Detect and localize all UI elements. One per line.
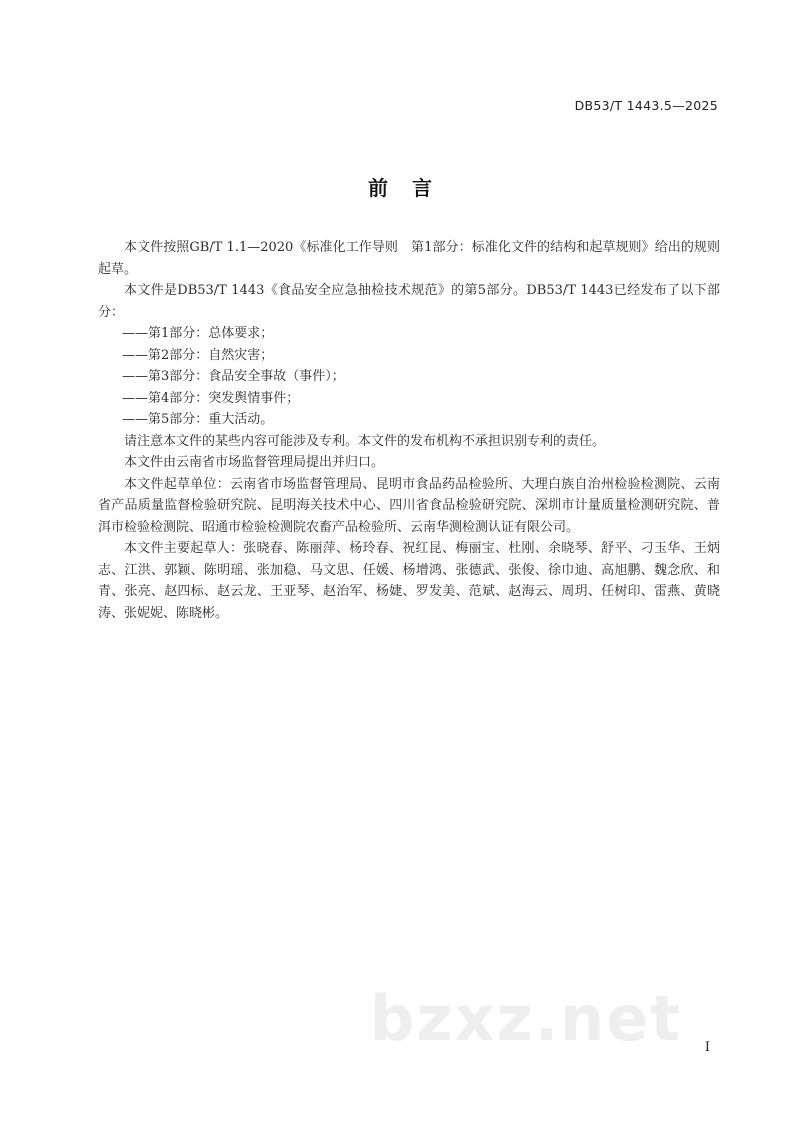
list-item: ——第4部分：突发舆情事件； [122, 390, 300, 406]
page-number: I [704, 1040, 710, 1055]
page-title: 前言 [368, 176, 456, 200]
list-item: ——第2部分：自然灾害； [122, 347, 274, 363]
paragraph-drafting-rules: 本文件按照GB/T 1.1—2020《标准化工作导则 第1部分：标准化文件的结构和起草规则》给出的规则起草。 [98, 240, 720, 277]
watermark: bzxz.net [370, 982, 682, 1055]
document-id: DB53/T 1443.5—2025 [574, 98, 718, 113]
paragraph-series-intro: 本文件是DB53/T 1443《食品安全应急抽检技术规范》的第5部分。DB53/T 1443已经发布了以下部分： [98, 283, 720, 320]
list-item: ——第5部分：重大活动。 [122, 412, 274, 427]
paragraph-patent-notice: 请注意本文件的某些内容可能涉及专利。本文件的发布机构不承担识别专利的责任。 [124, 433, 606, 449]
list-item: ——第3部分：食品安全事故（事件）； [122, 369, 345, 384]
preface-body [98, 237, 720, 624]
paragraph-drafters: 本文件主要起草人：张晓春、陈丽萍、杨玲春、祝红昆、梅丽宝、杜刚、余晓琴、舒平、刁玉华、王炳志、江洪、郭颖、陈明瑶、张加稳、马文思、任媛、杨增鸿、张德武、张俊、徐巾迪、高旭鹏、魏念欣、和青、张亮、赵四标、赵云龙、王亚琴、赵治军、杨婕、罗发美、范斌、赵海云、周玥、任树印、雷燕、黄晓涛、张妮妮、陈晓彬。 [98, 541, 720, 621]
paragraph-drafting-units: 本文件起草单位：云南省市场监督管理局、昆明市食品药品检验所、大理白族自治州检验检测院、云南省产品质量监督检验研究院、昆明海关技术中心、四川省食品检验研究院、深圳市计量质量检测研究院、普洱市检验检测院、昭通市检验检测院农畜产品检验所、云南华测检测认证有限公司。 [98, 476, 720, 535]
paragraph-proposer: 本文件由云南省市场监督管理局提出并归口。 [124, 455, 385, 470]
list-item: ——第1部分：总体要求； [122, 326, 274, 341]
